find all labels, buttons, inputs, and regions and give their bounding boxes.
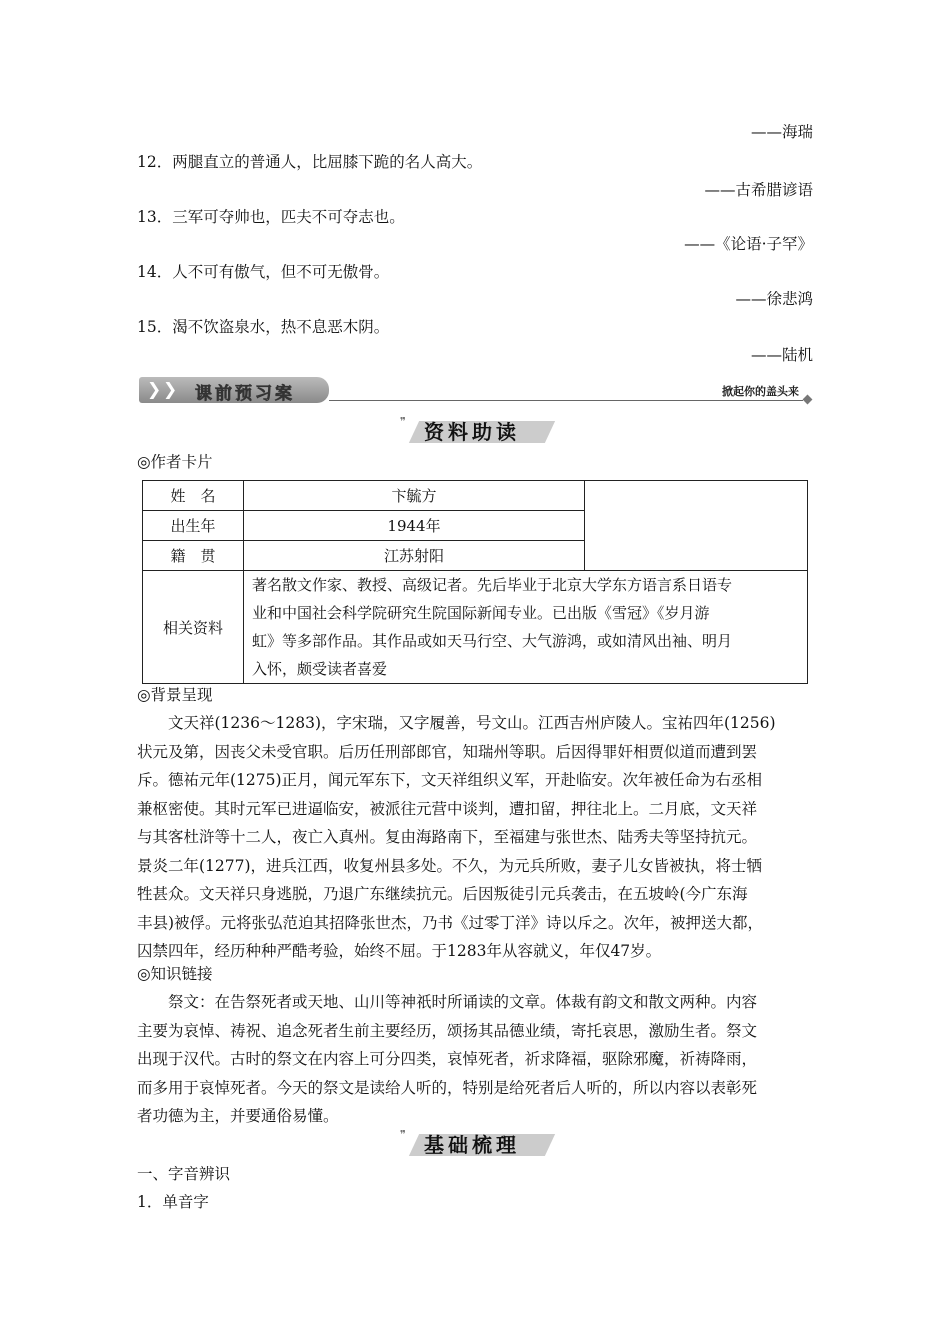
quote-12-source: ——古希腊谚语 [704, 181, 813, 199]
quote-11-source: ——海瑞 [750, 123, 813, 141]
quote-number: 13． [137, 208, 173, 226]
quote-14-source: ——徐悲鸿 [735, 290, 813, 308]
basics-heading-2: 1．单音字 [137, 1193, 209, 1211]
chevron-right-icon: ❯ [163, 380, 178, 400]
section-header-materials [400, 413, 560, 447]
value-birth-year: 1944年 [244, 511, 585, 541]
quote-number: 14． [137, 263, 173, 281]
kn-line: 出现于汉代。古时的祭文在内容上可分四类，哀悼死者，祈求降福，驱除邪魔，祈祷降雨， [137, 1050, 758, 1068]
banner-tab [139, 377, 329, 403]
related-info [244, 571, 808, 684]
quote-text: 三军可夺帅也，匹夫不可夺志也。 [172, 208, 405, 226]
related-line: 入怀，颇受读者喜爱 [252, 660, 388, 678]
bg-line: 景炎二年(1277)，进兵江西，收复州县多处。不久，为元兵所败，妻子儿女皆被执，将士牺 [137, 856, 763, 875]
author-card-heading: ◎作者卡片 [137, 453, 213, 471]
quote-number: 12． [137, 153, 173, 171]
quote-13-source: ——《论语·子罕》 [684, 235, 813, 253]
quote-mark-icon: ❞ [400, 415, 406, 428]
section-title: 资料助读 [424, 420, 520, 444]
label-birth-year: 出生年 [143, 511, 244, 541]
bg-line: 与其客杜浒等十二人，夜亡入真州。复由海路南下，至福建与张世杰、陆秀夫等坚持抗元。 [137, 828, 758, 846]
bg-line: 兼枢密使。其时元军已进逼临安，被派往元营中谈判，遭扣留，押往北上。二月底，文天祥 [137, 799, 758, 818]
section-title: 基础梳理 [424, 1133, 520, 1157]
quote-text: 渴不饮盗泉水，热不息恶木阴。 [172, 318, 390, 336]
kn-line: 主要为哀悼、祷祝、追念死者生前主要经历，颂扬其品德业绩，寄托哀思，激励生者。祭文 [137, 1021, 758, 1040]
banner-rule [329, 400, 803, 401]
label-related: 相关资料 [143, 571, 244, 684]
bg-line: 文天祥(1236～1283)，字宋瑞，又字履善，号文山。江西吉州庐陵人。宝祐四年(1256) [168, 714, 776, 732]
label-hometown: 籍 贯 [143, 541, 244, 571]
related-line: 虹》等多部作品。其作品或如天马行空、大气游鸿，或如清风出袖、明月 [252, 632, 733, 650]
quote-15-source: ——陆机 [750, 346, 813, 364]
bg-line: 牲甚众。文天祥只身逃脱，乃退广东继续抗元。后因叛徒引元兵袭击，在五坡岭(今广东海 [137, 885, 748, 903]
knowledge-paragraph [137, 988, 813, 1131]
background-heading: ◎背景呈现 [137, 686, 213, 704]
quote-13 [137, 207, 405, 227]
quote-14 [137, 262, 389, 282]
basics-heading-1: 一、字音辨识 [137, 1165, 231, 1183]
bg-line: 囚禁四年，经历种种严酷考验，始终不屈。于1283年从容就义，年仅47岁。 [137, 942, 662, 960]
author-card-table [142, 480, 808, 684]
kn-line: 祭文：在告祭死者或天地、山川等神祇时所诵读的文章。体裁有韵文和散文两种。内容 [168, 993, 758, 1011]
related-line: 著名散文作家、教授、高级记者。先后毕业于北京大学东方语言系日语专 [252, 576, 733, 594]
knowledge-heading: ◎知识链接 [137, 965, 213, 983]
photo-cell [585, 481, 808, 571]
banner-title: 课前预习案 [195, 384, 295, 404]
banner-diamond-icon [803, 395, 813, 405]
background-paragraph [137, 709, 813, 966]
bg-line: 斥。德祐元年(1275)正月，闻元军东下，文天祥组织义军，开赴临安。次年被任命为右丞相 [137, 771, 763, 789]
quote-15 [137, 317, 389, 337]
preview-banner [139, 377, 813, 405]
quote-12 [137, 152, 482, 172]
kn-line: 者功德为主，并要通俗易懂。 [137, 1107, 339, 1125]
chevron-right-icon: ❯ [147, 380, 162, 400]
quote-mark-icon: ❞ [400, 1128, 406, 1141]
quote-text: 两腿直立的普通人，比屈膝下跪的名人高大。 [172, 153, 483, 171]
section-header-basics [400, 1126, 560, 1160]
bg-line: 丰县)被俘。元将张弘范迫其招降张世杰，乃书《过零丁洋》诗以斥之。次年，被押送大都， [137, 913, 764, 932]
banner-slogan: 掀起你的盖头来 [722, 385, 799, 398]
related-line: 业和中国社会科学院研究生院国际新闻专业。已出版《雪冠》《岁月游 [252, 604, 710, 622]
bg-line: 状元及第，因丧父未受官职。后历任刑部郎官，知瑞州等职。后因得罪奸相贾似道而遭到罢 [137, 742, 758, 761]
value-name: 卞毓方 [244, 481, 585, 511]
value-hometown: 江苏射阳 [244, 541, 585, 571]
quote-text: 人不可有傲气，但不可无傲骨。 [172, 263, 390, 281]
label-name: 姓 名 [143, 481, 244, 511]
quote-number: 15． [137, 318, 173, 336]
kn-line: 而多用于哀悼死者。今天的祭文是读给人听的，特别是给死者后人听的，所以内容以表彰死 [137, 1078, 758, 1097]
